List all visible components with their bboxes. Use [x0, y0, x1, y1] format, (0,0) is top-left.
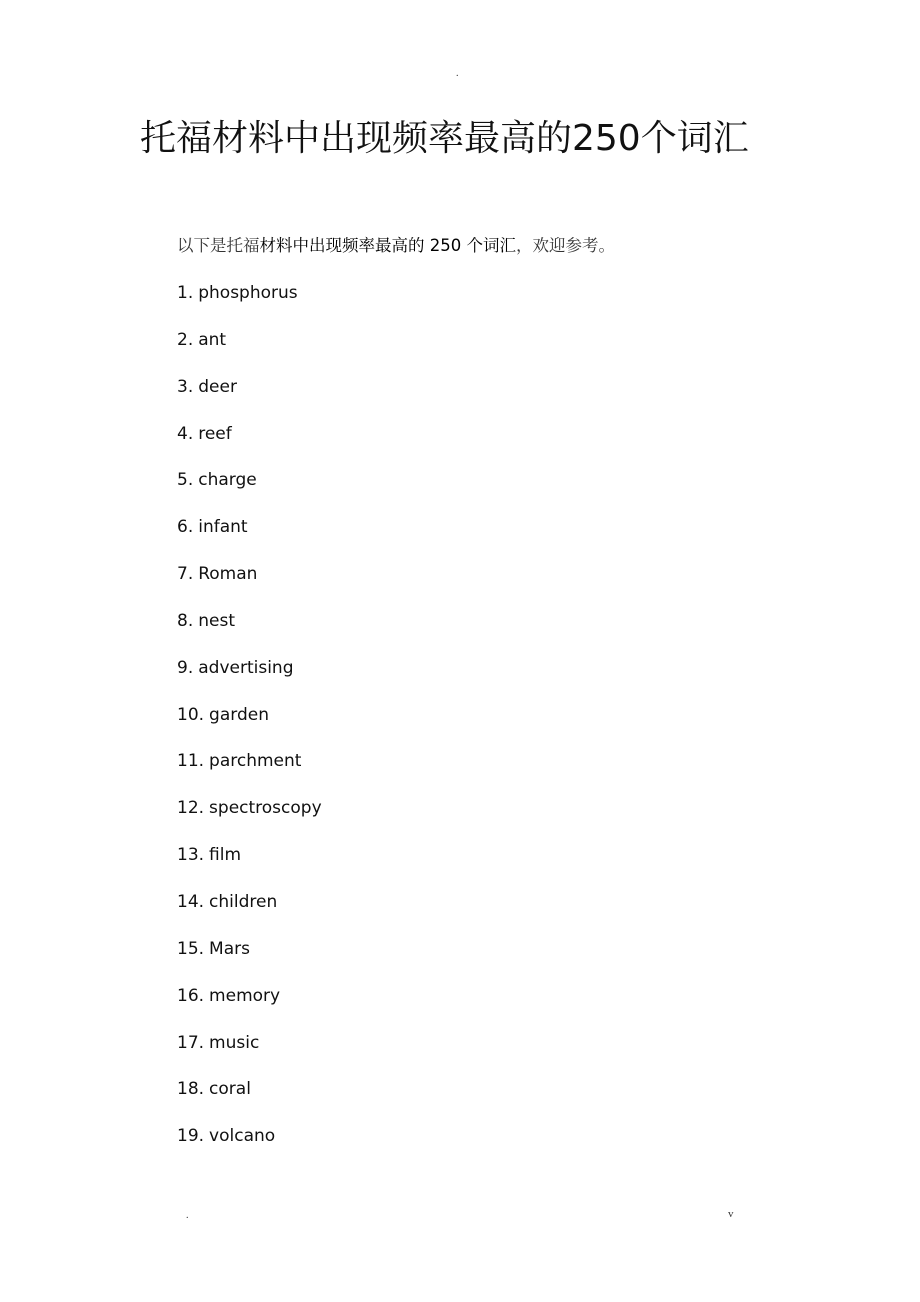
list-item-number: 9. [177, 657, 194, 678]
list-item [177, 656, 322, 703]
list-item [177, 375, 322, 422]
list-item-word: children [209, 891, 278, 912]
list-item-word: Mars [209, 938, 250, 959]
list-item-word: reef [198, 423, 232, 444]
list-item-word: coral [209, 1079, 251, 1100]
list-item-number: 8. [177, 610, 194, 631]
list-item-word: music [209, 1032, 260, 1053]
header-mark: . [456, 68, 459, 79]
list-item [177, 468, 322, 515]
list-item [177, 609, 322, 656]
list-item-number: 12. [177, 798, 205, 819]
list-item-word: film [209, 845, 242, 866]
list-item-word: advertising [198, 657, 294, 678]
list-item-number: 15. [177, 938, 205, 959]
list-item-number: 3. [177, 376, 194, 397]
word-list [177, 281, 322, 1171]
list-item-word: infant [198, 517, 248, 538]
document-title: 托福材料中出现频率最高的250个词汇 [140, 118, 749, 159]
footer-right-mark: v [728, 1208, 734, 1220]
list-item-number: 11. [177, 751, 205, 772]
list-item-word: volcano [209, 1126, 276, 1147]
list-item-word: charge [198, 470, 257, 491]
list-item [177, 1077, 322, 1124]
intro-paragraph [177, 234, 615, 258]
list-item-word: spectroscopy [209, 798, 322, 819]
list-item [177, 937, 322, 984]
list-item-number: 1. [177, 283, 194, 303]
list-item [177, 984, 322, 1031]
list-item-number: 4. [177, 423, 194, 444]
list-item-number: 5. [177, 470, 194, 491]
list-item [177, 749, 322, 796]
list-item-number: 18. [177, 1079, 205, 1100]
list-item-word: Roman [198, 564, 258, 585]
list-item-number: 14. [177, 891, 205, 912]
intro-text-part2: 材料中出现频率最高的 250 个词汇 [259, 236, 516, 255]
intro-text-part3: ，欢迎参考。 [515, 236, 615, 255]
list-item-number: 2. [177, 329, 194, 350]
list-item [177, 1124, 322, 1171]
list-item-number: 17. [177, 1032, 205, 1053]
list-item-number: 13. [177, 845, 205, 866]
list-item-number: 7. [177, 564, 194, 585]
list-item-word: phosphorus [198, 283, 298, 303]
list-item-word: nest [198, 610, 235, 631]
list-item [177, 703, 322, 750]
intro-text-part1: 以下是托福 [177, 236, 260, 255]
list-item [177, 890, 322, 937]
list-item-word: deer [198, 376, 237, 397]
list-item [177, 1031, 322, 1078]
list-item-word: parchment [209, 751, 302, 772]
list-item-number: 6. [177, 517, 194, 538]
list-item [177, 328, 322, 375]
list-item-number: 16. [177, 985, 205, 1006]
footer-left-mark: . [186, 1210, 189, 1221]
list-item-number: 19. [177, 1126, 205, 1147]
list-item-number: 10. [177, 704, 205, 725]
list-item-word: garden [209, 704, 269, 725]
list-item [177, 843, 322, 890]
list-item-word: memory [209, 985, 281, 1006]
list-item [177, 562, 322, 609]
list-item-word: ant [198, 329, 227, 350]
list-item [177, 422, 322, 469]
list-item [177, 281, 322, 328]
list-item [177, 796, 322, 843]
list-item [177, 515, 322, 562]
